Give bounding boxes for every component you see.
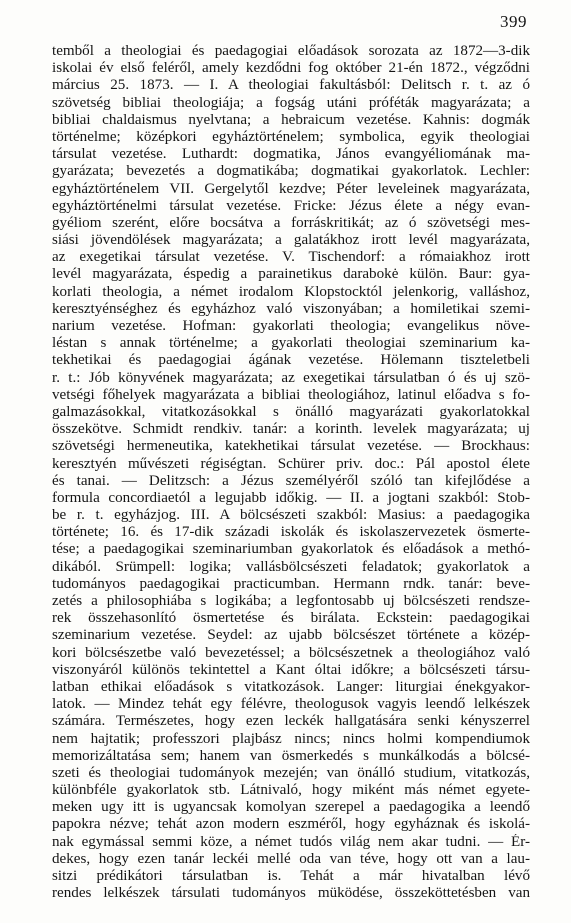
text-line: memorizáltatása sem; hanem van ösmerkedés s munkálkodás a bölcsé- bbox=[52, 747, 530, 764]
text-line: vetségi főhelyek magyarázata a bibliai theologiához, latinul előadva s fo- bbox=[52, 386, 530, 403]
text-line: levél magyarázata, éspedig a parainetikus darabokė külön. Baur: gya- bbox=[52, 266, 530, 283]
text-line: zetés a philosophiába s logikába; a legfontosabb uj bölcsészeti rendsze- bbox=[52, 593, 530, 609]
text-line: számára. Természetes, hogy ezen leckék hallgatására senki kényszerrel bbox=[52, 713, 530, 730]
text-line: siási jövendölések magyarázata; a galatákhoz irott levél magyarázata, bbox=[52, 232, 530, 249]
text-line: latban ethikai előadások s vitatkozások. Langer: liturgiai énekgyakor- bbox=[52, 678, 530, 695]
text-line: léstan s annak történelme; a gyakorlati theologiai szeminarium ka- bbox=[52, 335, 530, 352]
text-line: szeminarium vezetése. Seydel: az ujabb bölcsészet története a közép- bbox=[52, 627, 530, 644]
text-line: az exegetikai társulat vezetése. V. Tischendorf: a rómaiakhoz irott bbox=[52, 249, 530, 266]
text-line: temből a theologiai és paedagogiai előadások sorozata az 1872—3-dik bbox=[52, 43, 530, 59]
text-line: narium vezetése. Hofman: gyakorlati theologia; evangelikus növe- bbox=[52, 318, 530, 334]
text-line: nem hajtatik; professzori plajbász nincs; nincs holmi kompendiumok bbox=[52, 730, 530, 747]
text-line: viszonyáról különös tekintettel a Kant óltai időkre; a bölcsészeti társu- bbox=[52, 661, 530, 678]
text-line: galmazásokkal, vitatkozásokkal s önálló magyarázati gyakorlatokkal bbox=[52, 403, 530, 420]
text-line: nak egymással semmi köze, a német tudós világ nem akar tudni. — Ér- bbox=[52, 833, 530, 850]
text-line: különbféle gyakorlatok stb. Látnivaló, hogy miként más német egyete- bbox=[52, 782, 530, 799]
text-line: szövetségi hermeneutika, katekhetikai társulat vezetése. — Brockhaus: bbox=[52, 438, 530, 455]
text-line: formula concordiaetól a legujabb időkig. — II. a jogtani szakból: Stob- bbox=[52, 489, 530, 506]
text-line: keresztyén művészeti régiségtan. Schürer priv. doc.: Pál apostol élete bbox=[52, 455, 530, 472]
text-line: rek összehasonlító ösmertetése és birálata. Eckstein: paedagogikai bbox=[52, 610, 530, 627]
text-line: társulat vezetése. Luthardt: dogmatika, János evangyéliomának ma- bbox=[52, 146, 530, 163]
text-line: papokra nézve; tehát azon modern eszméről, hogy egyháznak és iskolá- bbox=[52, 816, 530, 833]
text-line: története; 16. és 17-dik századi iskolák és iskolaszervezetek ösmerte- bbox=[52, 524, 530, 541]
text-line: iskolai év első feléről, amely kezdődni fog október 21-én 1872., végződni bbox=[52, 60, 530, 77]
text-line: tudományos paedagogikai practicumban. Hermann rndk. tanár: beve- bbox=[52, 575, 530, 592]
text-line: rendes lelkészek társulati tudományos müködése, összeköttetésben van bbox=[52, 885, 530, 902]
text-line: bibliai chaldaismus nyelvtana; a hebraicum vezetése. Kahnis: dogmák bbox=[52, 111, 530, 128]
page-number: 399 bbox=[500, 12, 527, 31]
text-line: latok. — Mindez tehát egy félévre, theologusok vagyis leendő lelkészek bbox=[52, 696, 530, 713]
text-line: korlati theologia, a német irodalom Klopstocktól jelenkorig, valláshoz, bbox=[52, 283, 530, 300]
text-line: egyháztörténelmi társulat vezetése. Fricke: Jézus élete a négy evan- bbox=[52, 197, 530, 214]
text-line: kori bölcsészetbe való bevezetéssel; a bölcsészetnek a theologiához való bbox=[52, 644, 530, 661]
text-line: és tanai. — Delitzsch: a Jézus személyéről szóló tan kifejlődése a bbox=[52, 472, 530, 489]
text-line: dikából. Srümpell: logika; vallásbölcsészeti feladatok; gyakorlatok a bbox=[52, 558, 530, 575]
text-line: meken ugy itt is ugyancsak komolyan szerepel a paedagogika a leendő bbox=[52, 799, 530, 816]
text-line: történelme; középkori egyháztörténelem; symbolica, egyik theologiai bbox=[52, 128, 530, 145]
text-line: gyéliom szerént, előre bocsátva a forráskritikát; az ó szövetségi mes- bbox=[52, 214, 530, 231]
body-text bbox=[52, 43, 530, 902]
text-line: szeti és theologiai tudományok mezején; van önálló studium, vitatkozás, bbox=[52, 764, 530, 781]
text-line: összekötve. Schmidt rendkiv. tanár: a korinth. levelek magyarázata; uj bbox=[52, 421, 530, 438]
text-line: szövetség bibliai theologiája; a fogság utáni próféták magyarázata; a bbox=[52, 94, 530, 111]
text-line: sitzi prédikátori társulatban is. Tehát a már hivatalban lévő bbox=[52, 868, 530, 884]
text-line: keresztyénséghez és egyházhoz való viszonyában; a homiletikai szemi- bbox=[52, 300, 530, 317]
text-line: március 25. 1873. — I. A theologiai fakultásból: Delitsch r. t. az ó bbox=[52, 77, 530, 94]
text-line: r. t.: Jób könyvének magyarázata; az exegetikai társulatban ó és uj szö- bbox=[52, 369, 530, 386]
text-line: gyarázata; bevezetés a dogmatikába; dogmatikai gyakorlatok. Lechler: bbox=[52, 163, 530, 180]
text-line: tekhetikai és paedagogiai ágának vezetése. Hölemann tiszteletbeli bbox=[52, 352, 530, 369]
text-line: be r. t. egyházjog. III. A bölcsészeti szakból: Masius: a paedagogika bbox=[52, 507, 530, 524]
text-line: egyháztörténelem VII. Gergelytől kezdve; Péter leveleinek magyarázata, bbox=[52, 180, 530, 197]
text-line: dekes, hogy ezen tanár leckéi mellé oda van téve, hogy ott van a lau- bbox=[52, 850, 530, 867]
text-line: tése; a paedagogikai szeminariumban gyakorlatok és előadások a methó- bbox=[52, 541, 530, 558]
